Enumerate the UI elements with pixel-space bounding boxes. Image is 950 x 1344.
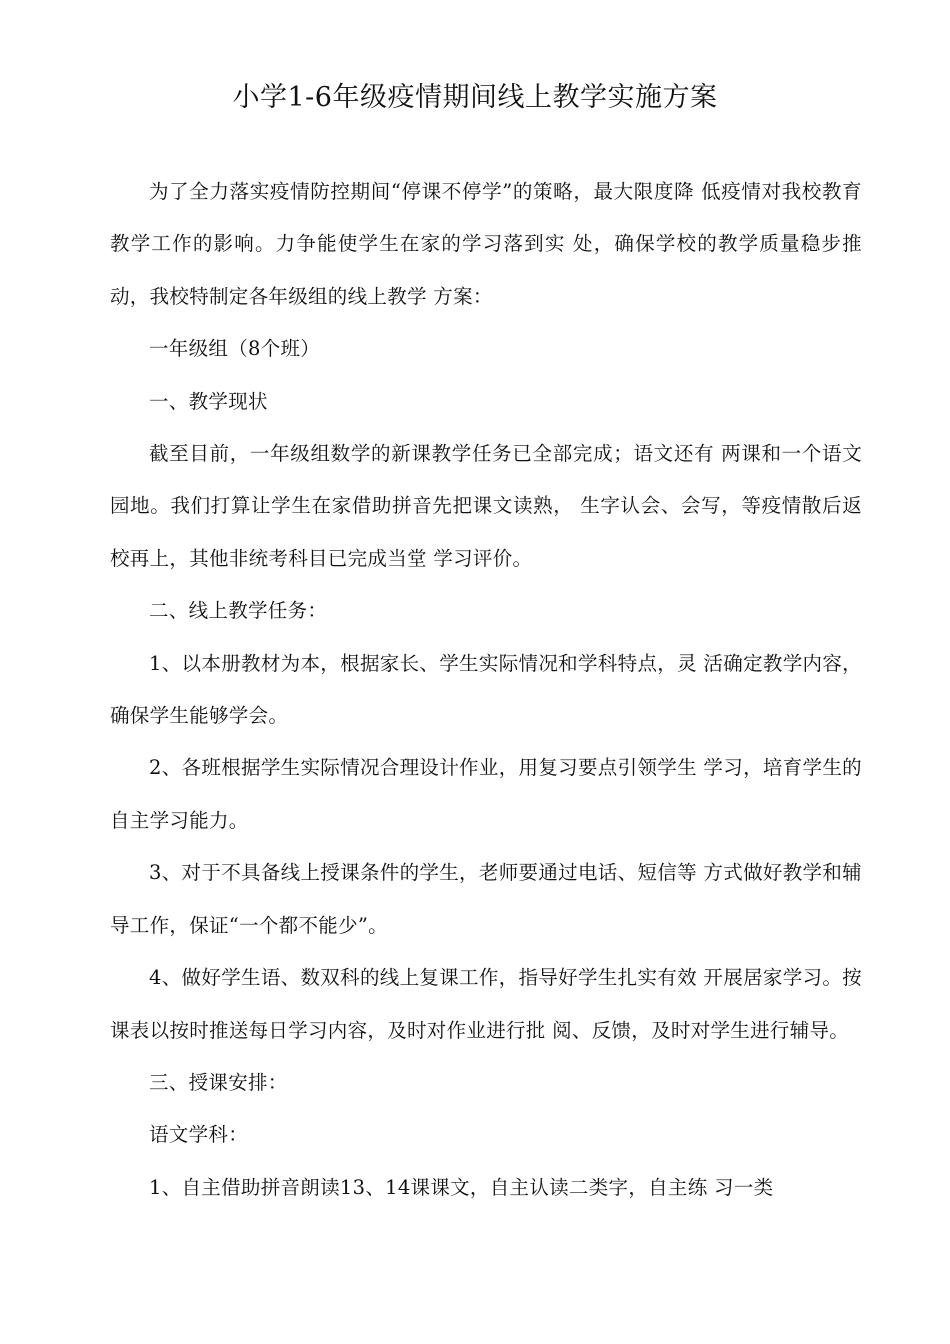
- paragraph-intro: 为了全力落实疫情防控期间“停课不停学”的策略，最大限度降 低疫情对我校教育教学工作的影响。力争能使学生在家的学习落到实 处，确保学校的教学质量稳步推动，我校特制定各年级组的线上教学 方案：: [110, 180, 862, 308]
- paragraph-status: 截至目前，一年级组数学的新课教学任务已全部完成；语文还有 两课和一个语文园地。我们打算让学生在家借助拼音先把课文读熟， 生字认会、会写，等疫情散后返校再上，其他非统考科目已完成当堂 学习评价。: [110, 442, 862, 570]
- section-heading-status: 一、教学现状: [149, 389, 268, 413]
- task-item-3: 3、对于不具备线上授课条件的学生，老师要通过电话、短信等 方式做好教学和辅导工作，保证“一个都不能少”。: [110, 861, 862, 937]
- section-heading-tasks: 二、线上教学任务：: [149, 599, 328, 623]
- task-item-2: 2、各班根据学生实际情况合理设计作业，用复习要点引领学生 学习，培育学生的自主学习能力。: [110, 756, 862, 832]
- task-item-1: 1、以本册教材为本，根据家长、学生实际情况和学科特点，灵 活确定教学内容，确保学生能够学会。: [110, 651, 862, 728]
- schedule-item-1: 1、自主借助拼音朗读13、14课课文，自主认读二类字，自主练 习一类: [149, 1175, 774, 1199]
- task-item-4: 4、做好学生语、数双科的线上复课工作，指导好学生扎实有效 开展居家学习。按课表以按时推送每日学习内容，及时对作业进行批 阅、反馈，及时对学生进行辅导。: [110, 966, 862, 1042]
- heading-grade-one: 一年级组（8个班）: [149, 337, 321, 361]
- document-body: [110, 166, 862, 1214]
- subject-heading-chinese: 语文学科：: [149, 1123, 249, 1147]
- document-title: 小学1-6年级疫情期间线上教学实施方案: [232, 82, 718, 113]
- section-heading-schedule: 三、授课安排：: [149, 1070, 288, 1094]
